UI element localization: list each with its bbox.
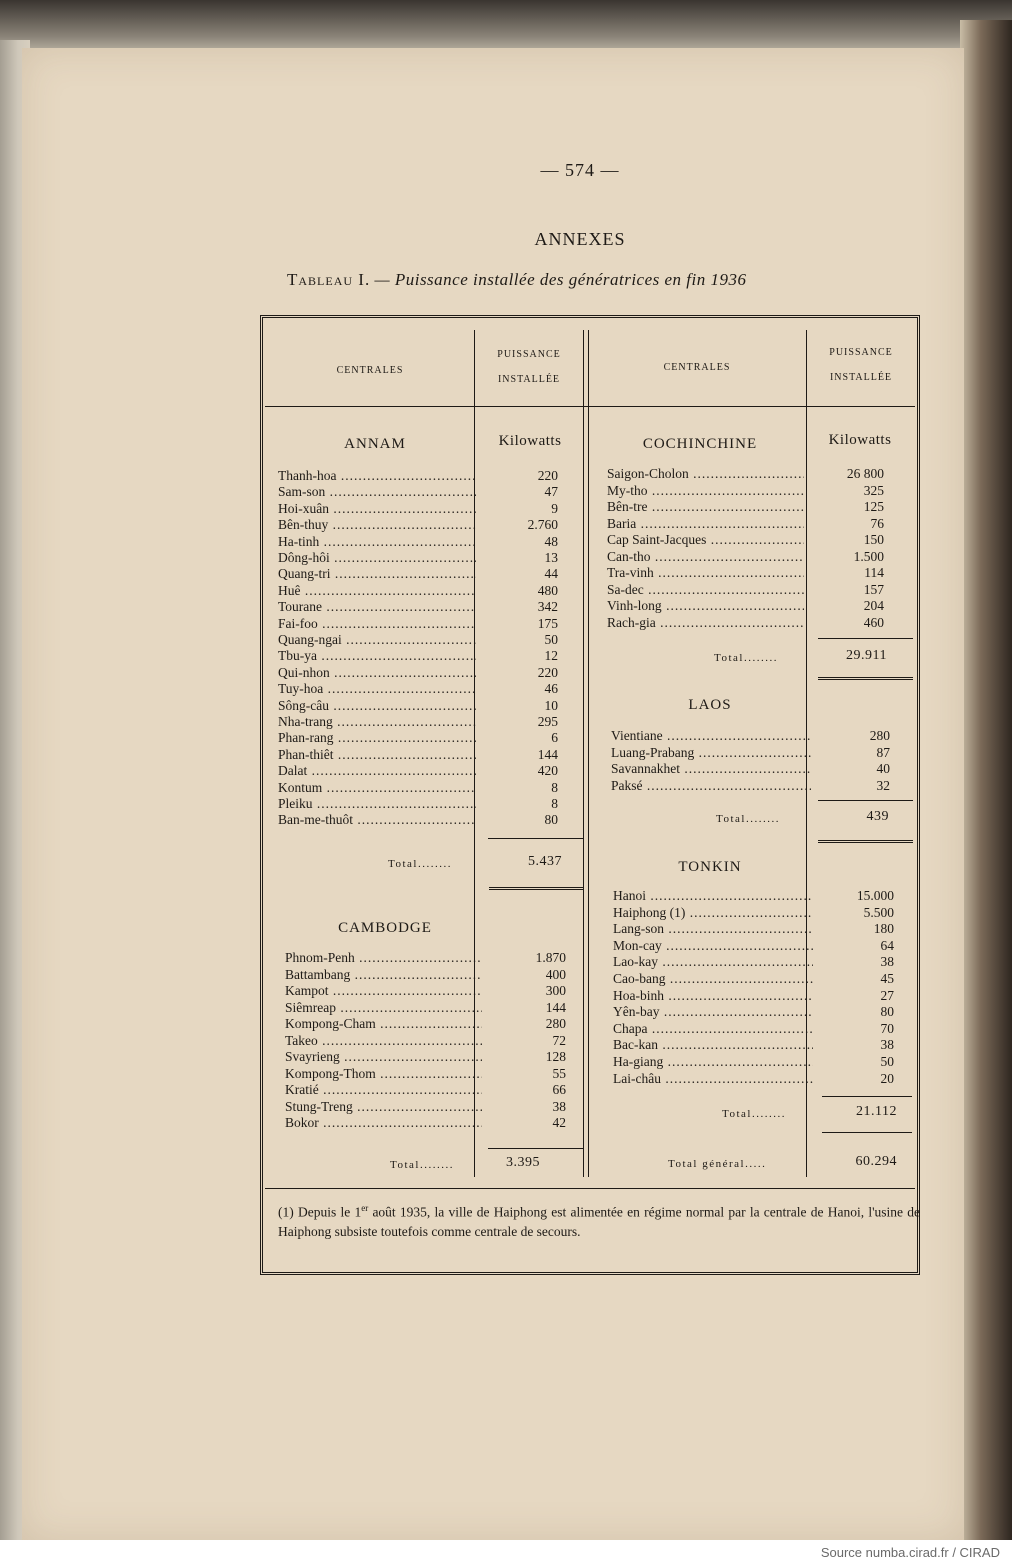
table-row — [278, 665, 558, 682]
puissance-value: 1.870 — [535, 950, 566, 965]
table-row — [278, 747, 558, 764]
grand-total-label: Total général..... — [668, 1158, 767, 1170]
table-row — [278, 468, 558, 485]
centrale-name: Hoa-binh ..... — [613, 988, 813, 1005]
col-header-puissance-line1: PUISSANCE — [497, 349, 561, 360]
total-label-text: Total — [722, 1108, 752, 1120]
table-row — [278, 616, 558, 633]
annam-total-label: Total........ — [388, 858, 452, 870]
subtotal-rule — [818, 638, 913, 639]
centrale-name: Phnom-Penh ..... — [285, 950, 482, 967]
centrale-name: Ha-tinh ..... — [278, 534, 476, 551]
table-row — [613, 1037, 894, 1054]
centrale-name: Sông-câu ..... — [278, 698, 476, 715]
table-row — [611, 728, 890, 745]
centrale-name: Mon-cay ..... — [613, 938, 813, 955]
table-row — [285, 967, 566, 984]
puissance-value: 8 — [551, 779, 558, 795]
puissance-value: 70 — [880, 1020, 894, 1036]
puissance-value: 180 — [873, 921, 894, 937]
puissance-value: 295 — [537, 714, 558, 729]
centrale-name: Kompong-Thom ..... — [285, 1066, 482, 1083]
total-label-text: Total — [388, 858, 418, 870]
centrale-name: Takeo ..... — [285, 1033, 482, 1050]
centrale-name: Thanh-hoa ..... — [278, 468, 476, 485]
table-row — [278, 484, 558, 501]
subtotal-rule — [822, 1132, 912, 1133]
table-row — [607, 565, 884, 582]
subtotal-rule — [822, 1096, 912, 1097]
puissance-value: 220 — [537, 468, 558, 483]
puissance-value: 66 — [552, 1082, 566, 1097]
centrale-name: Hoi-xuân ..... — [278, 501, 476, 518]
col-header-puissance-line2: INSTALLÉE — [497, 374, 561, 385]
puissance-value: 460 — [863, 614, 884, 630]
cochinchine-total-value: 29.911 — [846, 648, 887, 663]
laos-total-value: 439 — [866, 809, 889, 824]
footnote-sup: er — [361, 1203, 369, 1213]
table-row — [278, 550, 558, 567]
table-row — [278, 730, 558, 747]
table-row — [278, 501, 558, 518]
centrale-name: Quang-ngai ..... — [278, 632, 476, 649]
unit-label: Kilowatts — [498, 433, 562, 449]
total-label-text: Total — [714, 652, 744, 664]
table-row — [285, 1000, 566, 1017]
book-binding-edge — [960, 20, 1012, 1540]
subtotal-rule — [818, 800, 913, 801]
table-row — [278, 763, 558, 780]
centrale-name: Vinh-long ..... — [607, 598, 804, 615]
table-row — [285, 1066, 566, 1083]
centrale-name: Qui-nhon ..... — [278, 665, 476, 682]
centrale-name: Sa-dec ..... — [607, 582, 804, 599]
table-row — [607, 516, 884, 533]
table-row — [613, 938, 894, 955]
total-label-text: Total — [716, 813, 746, 825]
puissance-value: 5.500 — [863, 904, 894, 920]
col-header-puissance-left — [478, 342, 580, 392]
table-row — [278, 681, 558, 698]
region-laos: LAOS — [688, 697, 732, 713]
footnote-mark: (1) Depuis le 1 — [278, 1204, 362, 1220]
col-header-centrales-left: CENTRALES — [336, 365, 404, 376]
centrale-name: Siêmreap ..... — [285, 1000, 482, 1017]
centrale-name: Yên-bay ..... — [613, 1004, 813, 1021]
centrale-name: Kampot ..... — [285, 983, 482, 1000]
puissance-value: 42 — [552, 1115, 566, 1130]
puissance-value: 72 — [552, 1032, 566, 1048]
centrale-name: Tuy-hoa ..... — [278, 681, 476, 698]
puissance-value: 46 — [544, 681, 558, 697]
centrale-name: Vientiane ..... — [611, 728, 811, 745]
table-row — [278, 714, 558, 731]
puissance-value: 27 — [880, 987, 894, 1003]
centrale-name: Baria ..... — [607, 516, 804, 533]
total-label-text: Total — [390, 1159, 420, 1171]
table-row — [278, 780, 558, 797]
region-annam: ANNAM — [344, 436, 406, 452]
grand-total-value: 60.294 — [855, 1154, 897, 1169]
centrale-name: Rach-gia ..... — [607, 615, 804, 632]
table-row — [611, 761, 890, 778]
puissance-value: 480 — [537, 582, 558, 598]
table-row — [613, 921, 894, 938]
puissance-value: 50 — [880, 1054, 894, 1069]
centrale-name: Lai-châu ..... — [613, 1071, 813, 1088]
book-top-edge — [0, 0, 1012, 52]
cochinchine-total-label: Total........ — [714, 652, 778, 664]
puissance-value: 76 — [870, 515, 884, 531]
centrale-name: My-tho ..... — [607, 483, 804, 500]
puissance-value: 300 — [545, 983, 566, 998]
cambodge-total-label: Total........ — [390, 1159, 454, 1171]
table-row — [613, 1004, 894, 1021]
puissance-value: 204 — [863, 598, 884, 613]
cambodge-total-value: 3.395 — [506, 1155, 540, 1170]
puissance-value: 9 — [551, 500, 558, 516]
laos-total-label: Total........ — [716, 813, 780, 825]
puissance-value: 10 — [544, 697, 558, 713]
table-row — [611, 778, 890, 795]
puissance-value: 280 — [545, 1016, 566, 1031]
centrale-name: Kompong-Cham ..... — [285, 1016, 482, 1033]
caption-title: — Puissance installée des génératrices en fin 1936 — [374, 270, 747, 289]
centrale-name: Tbu-ya ..... — [278, 648, 476, 665]
subtotal-rule — [488, 838, 583, 839]
footnote — [278, 1199, 920, 1241]
puissance-value: 12 — [544, 648, 558, 664]
grand-total-label-text: Total général — [668, 1158, 746, 1170]
region-cochinchine: COCHINCHINE — [642, 436, 758, 452]
table-row — [613, 1021, 894, 1038]
centrale-name: Chapa ..... — [613, 1021, 813, 1038]
total-double-rule — [818, 840, 913, 843]
puissance-value: 45 — [880, 971, 894, 986]
puissance-value: 13 — [544, 550, 558, 565]
centrale-name: Savannakhet ..... — [611, 761, 811, 778]
table-row — [285, 1033, 566, 1050]
centrale-name: Cao-bang ..... — [613, 971, 813, 988]
puissance-value: 144 — [537, 746, 558, 762]
centrale-name: Can-tho ..... — [607, 549, 804, 566]
puissance-value: 280 — [869, 728, 890, 743]
table-row — [285, 950, 566, 967]
col-header-puissance-line2: INSTALLÉE — [829, 372, 893, 383]
footnote-text: août 1935, la ville de Haiphong est alimentée en régime normal par la centrale de Hanoi, l'usine de Haiphong subsiste toutefois comme centrale de secours. — [278, 1204, 920, 1239]
table-row — [278, 648, 558, 665]
table-row — [613, 971, 894, 988]
region-tonkin: TONKIN — [678, 859, 742, 875]
table-row — [278, 698, 558, 715]
section-heading: ANNEXES — [534, 229, 626, 249]
col-header-puissance-right — [810, 340, 912, 390]
centrale-name: Bokor ..... — [285, 1115, 482, 1132]
table-row — [278, 812, 558, 829]
puissance-value: 44 — [544, 566, 558, 582]
table-row — [285, 1099, 566, 1116]
table-row — [278, 534, 558, 551]
centrale-name: Svayrieng ..... — [285, 1049, 482, 1066]
puissance-value: 48 — [544, 533, 558, 549]
puissance-value: 80 — [544, 812, 558, 828]
puissance-value: 1.500 — [853, 548, 884, 564]
centrale-name: Kontum ..... — [278, 780, 476, 797]
table-row — [607, 615, 884, 632]
table-row — [613, 954, 894, 971]
puissance-value: 32 — [876, 777, 890, 793]
puissance-value: 55 — [552, 1065, 566, 1081]
table-row — [613, 888, 894, 905]
centrale-name: Bac-kan ..... — [613, 1037, 813, 1054]
table-row — [285, 983, 566, 1000]
puissance-value: 15.000 — [856, 888, 894, 903]
table-row — [285, 1082, 566, 1099]
centrale-name: Paksé ..... — [611, 778, 811, 795]
puissance-value: 128 — [545, 1049, 566, 1064]
col-header-centrales-right: CENTRALES — [663, 362, 731, 373]
puissance-value: 38 — [880, 954, 894, 970]
puissance-value: 38 — [552, 1098, 566, 1114]
table-row — [285, 1115, 566, 1132]
centrale-name: Dalat ..... — [278, 763, 476, 780]
footnote-rule — [265, 1188, 915, 1189]
centrale-name: Tra-vinh ..... — [607, 565, 804, 582]
column-rule — [583, 330, 584, 1177]
tonkin-total-label: Total........ — [722, 1108, 786, 1120]
puissance-value: 175 — [537, 615, 558, 631]
table-row — [278, 583, 558, 600]
centrale-name: Lao-kay ..... — [613, 954, 813, 971]
puissance-value: 6 — [551, 730, 558, 746]
puissance-value: 26 800 — [846, 466, 884, 481]
centrale-name: Dông-hôi ..... — [278, 550, 476, 567]
table-row — [607, 466, 884, 483]
centrale-name: Lang-son ..... — [613, 921, 813, 938]
table-row — [278, 599, 558, 616]
puissance-value: 64 — [880, 937, 894, 953]
table-row — [278, 632, 558, 649]
table-row — [607, 598, 884, 615]
puissance-value: 325 — [863, 482, 884, 498]
puissance-value: 157 — [863, 581, 884, 597]
centrale-name: Kratié ..... — [285, 1082, 482, 1099]
col-header-puissance-line1: PUISSANCE — [829, 347, 893, 358]
table-row — [607, 582, 884, 599]
table-row — [607, 549, 884, 566]
puissance-value: 400 — [545, 966, 566, 982]
tonkin-total-value: 21.112 — [856, 1104, 897, 1119]
table-row — [607, 483, 884, 500]
centrale-name: Phan-thiêt ..... — [278, 747, 476, 764]
centrale-name: Haiphong (1) ..... — [613, 905, 813, 922]
table-row — [613, 988, 894, 1005]
puissance-value: 8 — [551, 796, 558, 811]
puissance-value: 114 — [864, 565, 884, 580]
centrale-name: Tourane ..... — [278, 599, 476, 616]
centrale-name: Cap Saint-Jacques ..... — [607, 532, 804, 549]
centrale-name: Ban-me-thuôt ..... — [278, 812, 476, 829]
puissance-value: 80 — [880, 1004, 894, 1020]
puissance-value: 125 — [863, 499, 884, 514]
annam-total-value: 5.437 — [528, 854, 562, 869]
puissance-value: 150 — [863, 532, 884, 547]
table-row — [285, 1016, 566, 1033]
puissance-value: 20 — [880, 1070, 894, 1086]
centrale-name: Quang-tri ..... — [278, 566, 476, 583]
centrale-name: Pleiku ..... — [278, 796, 476, 813]
centrale-name: Fai-foo ..... — [278, 616, 476, 633]
credit-bar — [0, 1540, 1012, 1566]
page-number: — 574 — — [540, 160, 620, 180]
table-row — [278, 796, 558, 813]
centrale-name: Luang-Prabang ..... — [611, 745, 811, 762]
centrale-name: Battambang ..... — [285, 967, 482, 984]
region-cambodge: CAMBODGE — [338, 920, 432, 936]
puissance-value: 87 — [876, 744, 890, 760]
table-row — [278, 517, 558, 534]
puissance-value: 47 — [544, 484, 558, 500]
centrale-name: Huê ..... — [278, 583, 476, 600]
unit-label: Kilowatts — [828, 432, 892, 448]
centrale-name: Phan-rang ..... — [278, 730, 476, 747]
puissance-value: 38 — [880, 1037, 894, 1053]
source-credit: Source numba.cirad.fr / CIRAD — [820, 1545, 1000, 1560]
table-row — [613, 905, 894, 922]
caption-lead: Tableau I. — [287, 270, 371, 289]
puissance-value: 420 — [537, 763, 558, 779]
centrale-name: Bên-tre ..... — [607, 499, 804, 516]
total-double-rule — [818, 677, 913, 680]
centrale-name: Stung-Treng ..... — [285, 1099, 482, 1116]
centrale-name: Bên-thuy ..... — [278, 517, 476, 534]
puissance-value: 50 — [544, 632, 558, 647]
total-double-rule — [489, 887, 583, 890]
table-row — [607, 499, 884, 516]
column-rule — [588, 330, 589, 1177]
table-row — [613, 1071, 894, 1088]
centrale-name: Nha-trang ..... — [278, 714, 476, 731]
puissance-value: 220 — [537, 664, 558, 680]
puissance-value: 144 — [545, 999, 566, 1015]
table-row — [607, 532, 884, 549]
puissance-value: 342 — [537, 599, 558, 615]
centrale-name: Hanoi ..... — [613, 888, 813, 905]
table-row — [611, 745, 890, 762]
subtotal-rule — [488, 1148, 583, 1149]
puissance-value: 2.760 — [527, 517, 558, 533]
table-row — [278, 566, 558, 583]
puissance-value: 40 — [876, 761, 890, 776]
header-rule — [265, 406, 915, 407]
centrale-name: Ha-giang ..... — [613, 1054, 813, 1071]
centrale-name: Saigon-Cholon ..... — [607, 466, 804, 483]
table-caption — [287, 270, 927, 290]
table-row — [613, 1054, 894, 1071]
centrale-name: Sam-son ..... — [278, 484, 476, 501]
table-row — [285, 1049, 566, 1066]
